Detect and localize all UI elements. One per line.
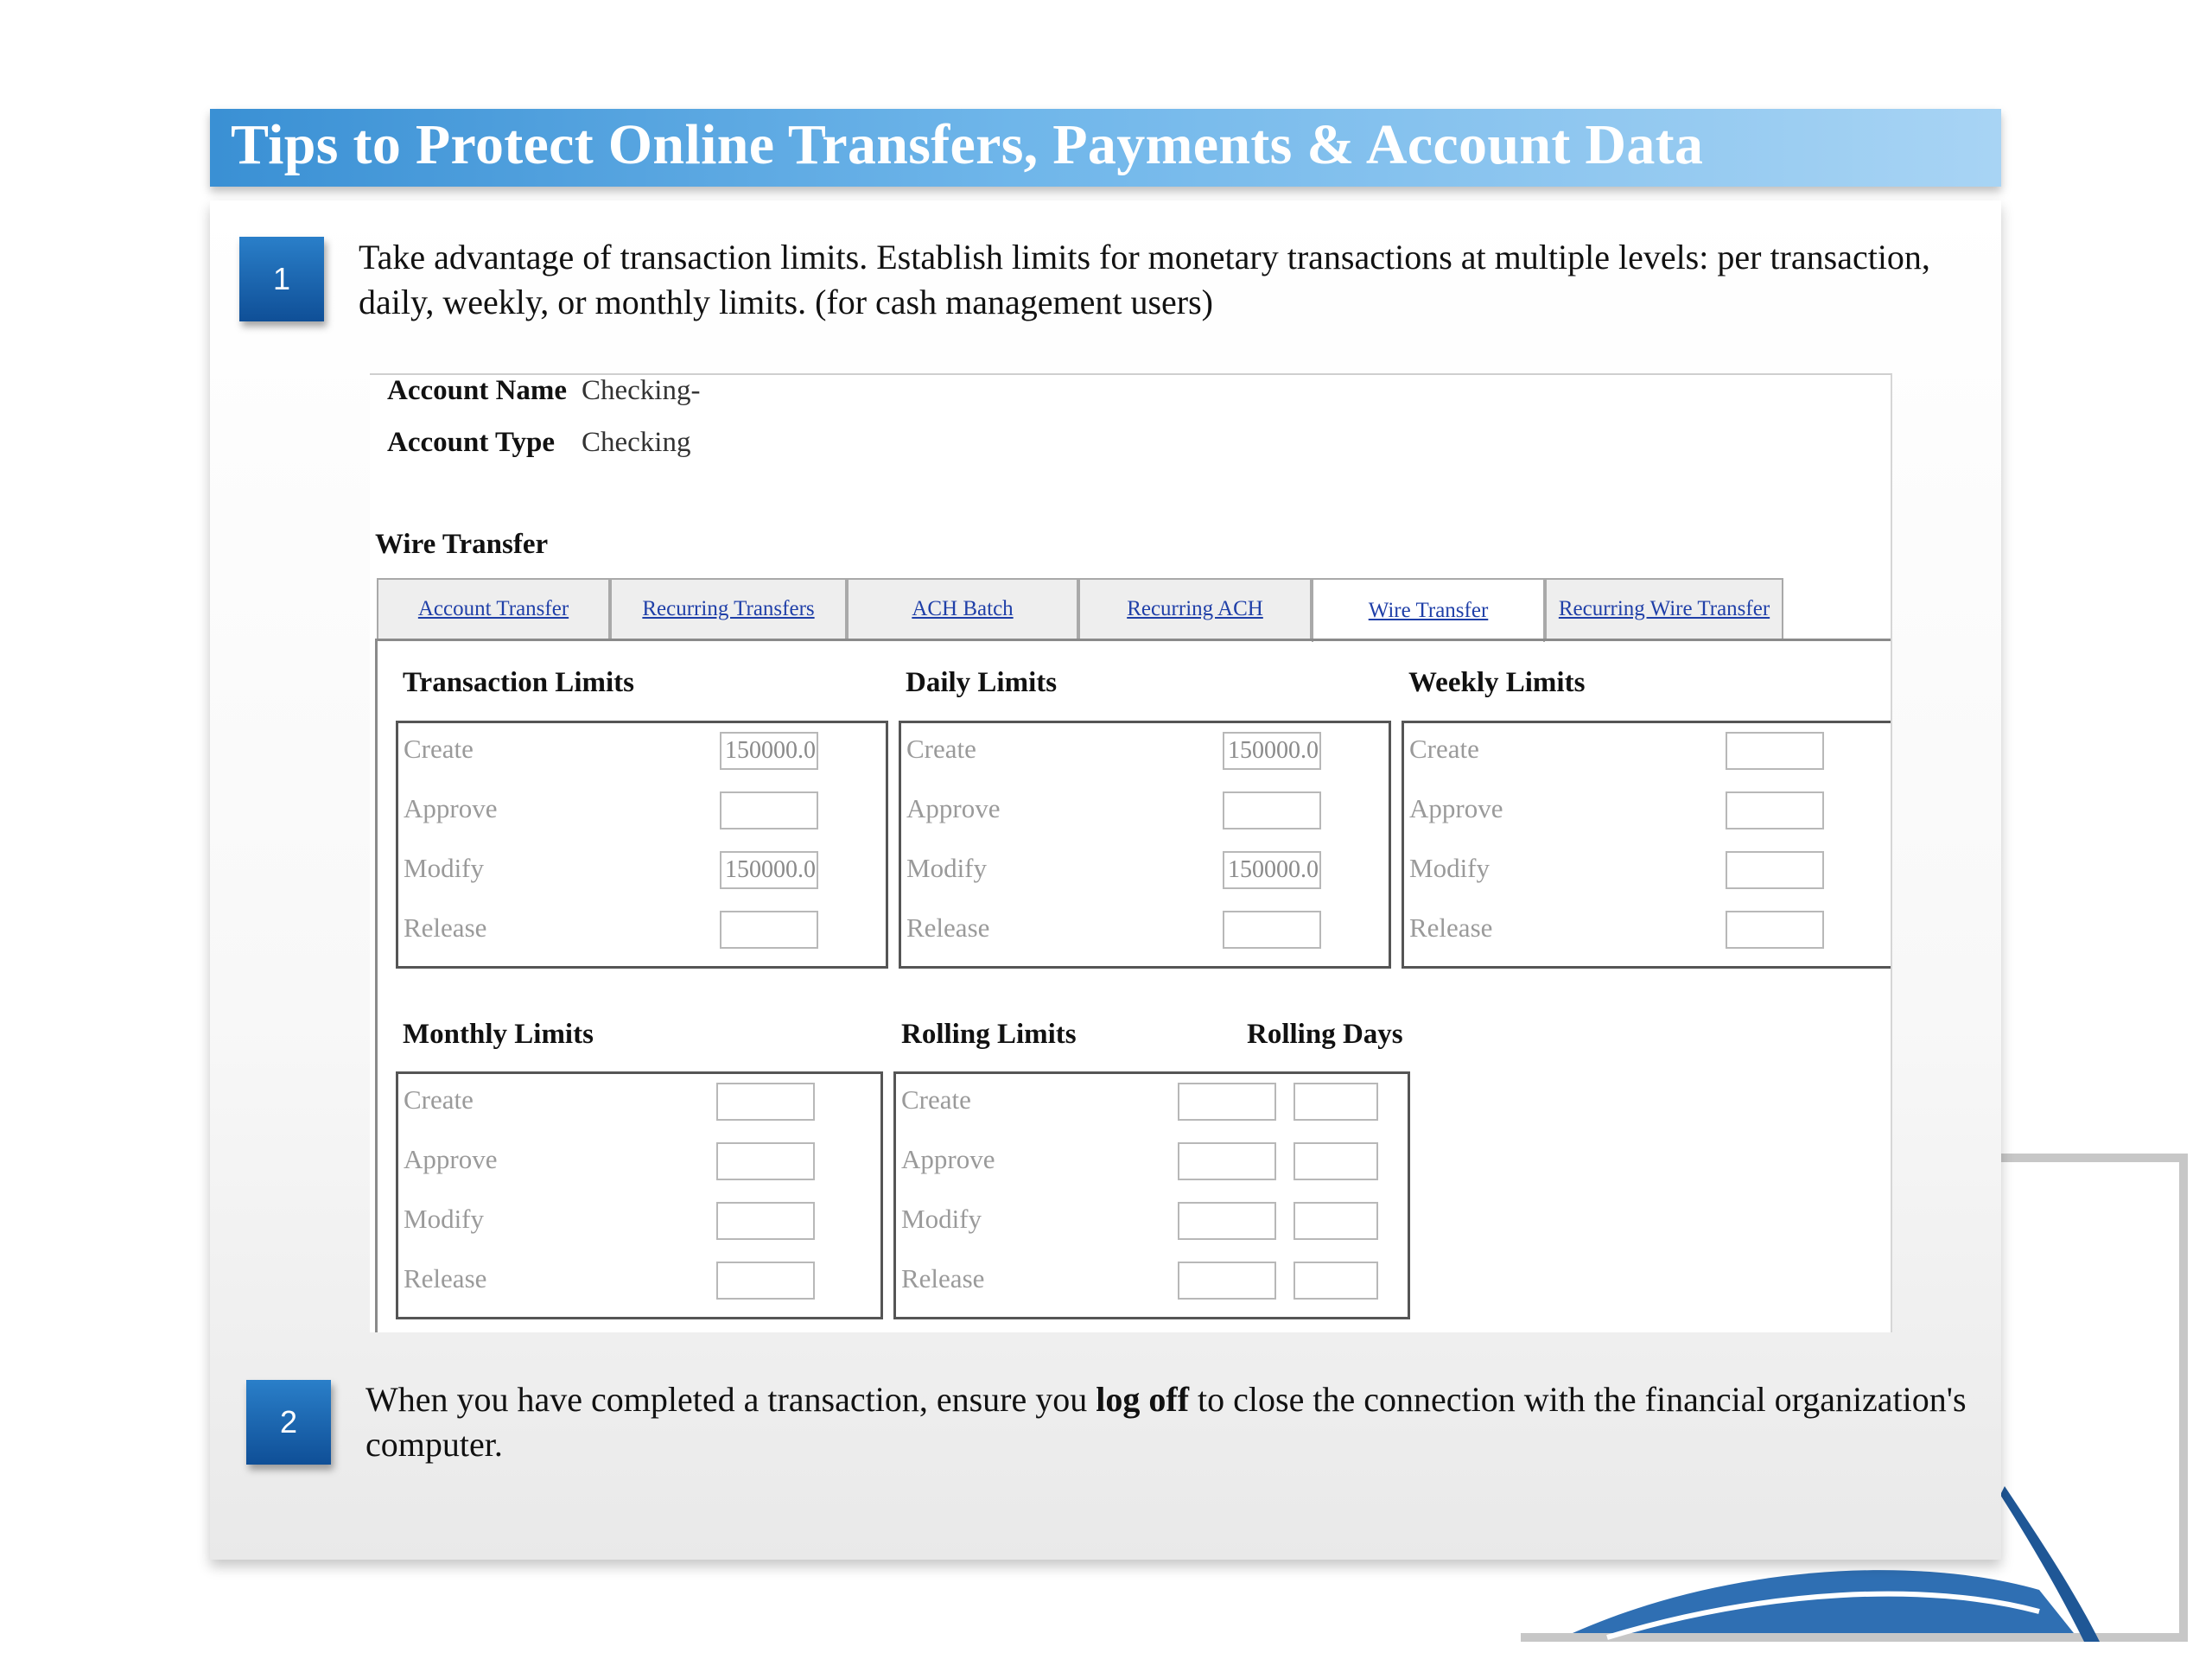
row-label: Create bbox=[1409, 734, 1479, 764]
row-label: Release bbox=[404, 1263, 487, 1294]
row-label: Modify bbox=[404, 1204, 484, 1234]
row-label: Approve bbox=[404, 793, 498, 823]
tip-text: Take advantage of transaction limits. Establish limits for monetary transactions at multiple levels: per transaction, daily, weekly, or monthly limits. (for cash management users) bbox=[359, 238, 1930, 321]
row-label: Approve bbox=[906, 793, 1001, 823]
row-label: Approve bbox=[1409, 793, 1503, 823]
weekly-modify-input[interactable] bbox=[1726, 851, 1824, 889]
slide-body bbox=[210, 200, 2001, 1560]
tab-recurring-ach[interactable]: Recurring ACH bbox=[1078, 578, 1312, 639]
weekly-release-input[interactable] bbox=[1726, 911, 1824, 949]
daily-limits-box bbox=[899, 721, 1391, 969]
transaction-approve-input[interactable] bbox=[720, 791, 818, 830]
weekly-create-input[interactable] bbox=[1726, 732, 1824, 770]
transaction-release-input[interactable] bbox=[720, 911, 818, 949]
row-label: Release bbox=[404, 912, 487, 943]
row-label: Create bbox=[901, 1084, 971, 1115]
row-label: Create bbox=[404, 1084, 474, 1115]
row-label: Release bbox=[1409, 912, 1493, 943]
monthly-approve-input[interactable] bbox=[716, 1142, 815, 1180]
tip-text-2-start: When you have completed a transaction, ensure you bbox=[365, 1380, 1096, 1419]
daily-create-input[interactable]: 150000.0 bbox=[1223, 732, 1321, 770]
tip-text-2-bold: log off bbox=[1096, 1380, 1190, 1419]
row-label: Release bbox=[901, 1263, 985, 1294]
tip-text-2 bbox=[365, 1377, 1973, 1467]
monthly-modify-input[interactable] bbox=[716, 1202, 815, 1240]
daily-release-input[interactable] bbox=[1223, 911, 1321, 949]
account-type-label: Account Type bbox=[387, 427, 556, 458]
transaction-create-input[interactable]: 150000.0 bbox=[720, 732, 818, 770]
account-name-label: Account Name bbox=[387, 375, 568, 406]
row-label: Modify bbox=[906, 853, 987, 883]
tab-account-transfer[interactable]: Account Transfer bbox=[377, 578, 610, 639]
rolling-release-input[interactable] bbox=[1178, 1262, 1276, 1300]
row-label: Release bbox=[906, 912, 990, 943]
rolling-days-modify-input[interactable] bbox=[1294, 1202, 1378, 1240]
row-label: Modify bbox=[404, 853, 484, 883]
rolling-days-create-input[interactable] bbox=[1294, 1083, 1378, 1121]
monthly-limits-title: Monthly Limits bbox=[403, 1019, 594, 1050]
row-label: Create bbox=[906, 734, 976, 764]
weekly-limits-box bbox=[1402, 721, 1891, 969]
account-name-value: Checking- bbox=[582, 375, 701, 406]
tip-text-2-end: to close the connection with the financial organization's computer. bbox=[365, 1380, 1967, 1464]
title-bar bbox=[210, 109, 2001, 187]
monthly-create-input[interactable] bbox=[716, 1083, 815, 1121]
row-label: Approve bbox=[404, 1144, 498, 1174]
tab-wire-transfer[interactable]: Wire Transfer bbox=[1312, 578, 1545, 642]
row-label: Create bbox=[404, 734, 474, 764]
tip-number-badge: 1 bbox=[239, 237, 324, 321]
rolling-limits-box bbox=[893, 1071, 1410, 1319]
row-label: Modify bbox=[1409, 853, 1490, 883]
row-label: Modify bbox=[901, 1204, 982, 1234]
slide-title: Tips to Protect Online Transfers, Payments & Account Data bbox=[231, 113, 1704, 176]
daily-approve-input[interactable] bbox=[1223, 791, 1321, 830]
tab-recurring-transfers[interactable]: Recurring Transfers bbox=[610, 578, 847, 639]
transaction-limits-title: Transaction Limits bbox=[403, 667, 634, 698]
limits-screenshot bbox=[370, 373, 1892, 1332]
row-label: Approve bbox=[901, 1144, 995, 1174]
transaction-modify-input[interactable]: 150000.0 bbox=[720, 851, 818, 889]
rolling-days-release-input[interactable] bbox=[1294, 1262, 1378, 1300]
rolling-days-title: Rolling Days bbox=[1247, 1019, 1403, 1050]
rolling-days-approve-input[interactable] bbox=[1294, 1142, 1378, 1180]
monthly-release-input[interactable] bbox=[716, 1262, 815, 1300]
account-type-value: Checking bbox=[582, 427, 691, 458]
tab-baseline bbox=[375, 639, 1891, 641]
section-label: Wire Transfer bbox=[375, 529, 549, 560]
rolling-approve-input[interactable] bbox=[1178, 1142, 1276, 1180]
weekly-limits-title: Weekly Limits bbox=[1408, 667, 1586, 698]
daily-limits-title: Daily Limits bbox=[906, 667, 1058, 698]
tab-recurring-wire-transfer[interactable]: Recurring Wire Transfer bbox=[1545, 578, 1783, 639]
transaction-limits-box bbox=[396, 721, 888, 969]
daily-modify-input[interactable]: 150000.0 bbox=[1223, 851, 1321, 889]
rolling-limits-title: Rolling Limits bbox=[901, 1019, 1077, 1050]
weekly-approve-input[interactable] bbox=[1726, 791, 1824, 830]
rolling-create-input[interactable] bbox=[1178, 1083, 1276, 1121]
monthly-limits-box bbox=[396, 1071, 883, 1319]
rolling-modify-input[interactable] bbox=[1178, 1202, 1276, 1240]
tab-ach-batch[interactable]: ACH Batch bbox=[847, 578, 1078, 639]
tip-number-badge: 2 bbox=[246, 1380, 331, 1465]
content-border bbox=[375, 639, 378, 1332]
